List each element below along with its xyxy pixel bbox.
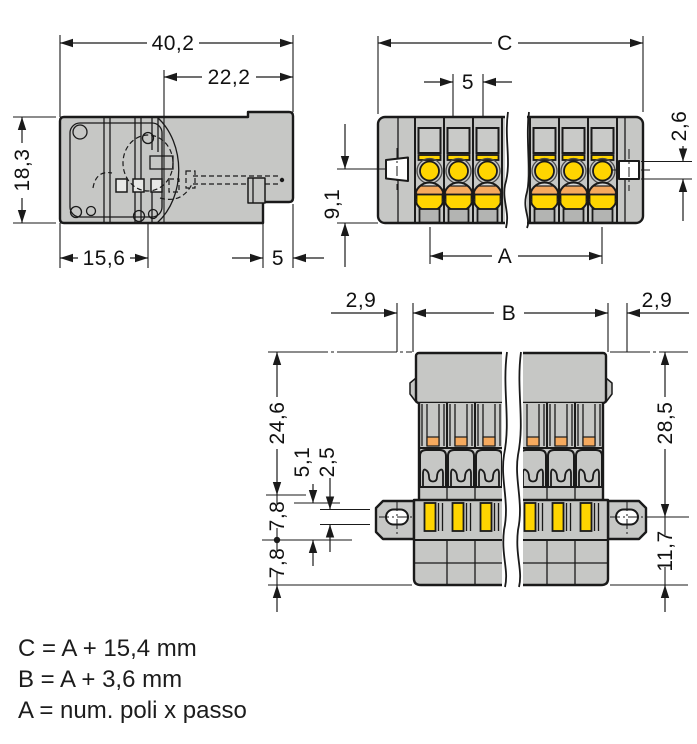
male-view bbox=[376, 350, 646, 588]
dim-front-flange: 2,6 bbox=[668, 110, 691, 142]
formula-b: B = A + 3,6 mm bbox=[18, 666, 183, 693]
dim-male-offset-left: 2,9 bbox=[345, 289, 377, 312]
dim-front-poles: A bbox=[497, 245, 513, 268]
dim-front-height: 9,1 bbox=[321, 188, 344, 220]
dim-side-step: 5 bbox=[271, 247, 285, 270]
dim-front-overall: C bbox=[497, 32, 513, 55]
dim-male-total-height: 28,5 bbox=[654, 401, 677, 445]
dim-male-overall: B bbox=[501, 302, 517, 325]
side-view bbox=[60, 112, 293, 223]
dim-male-25: 2,5 bbox=[316, 446, 339, 478]
dim-male-flange-up: 7,8 bbox=[266, 500, 289, 532]
dim-male-51: 5,1 bbox=[291, 446, 314, 478]
front-view bbox=[378, 110, 650, 229]
dim-side-height: 18,3 bbox=[11, 148, 34, 192]
dim-front-pitch: 5 bbox=[461, 71, 475, 94]
dim-male-offset-right: 2,9 bbox=[641, 289, 673, 312]
formulas bbox=[18, 635, 247, 724]
dim-male-upper-height: 24,6 bbox=[266, 401, 289, 445]
formula-c: C = A + 15,4 mm bbox=[18, 635, 197, 662]
dim-side-depth: 22,2 bbox=[207, 66, 251, 89]
dim-male-flange-down: 7,8 bbox=[266, 547, 289, 579]
dim-side-base: 15,6 bbox=[82, 247, 126, 270]
formula-a: A = num. poli x passo bbox=[18, 697, 247, 724]
dim-side-width: 40,2 bbox=[151, 32, 195, 55]
dim-male-lower-height: 11,7 bbox=[654, 530, 677, 572]
